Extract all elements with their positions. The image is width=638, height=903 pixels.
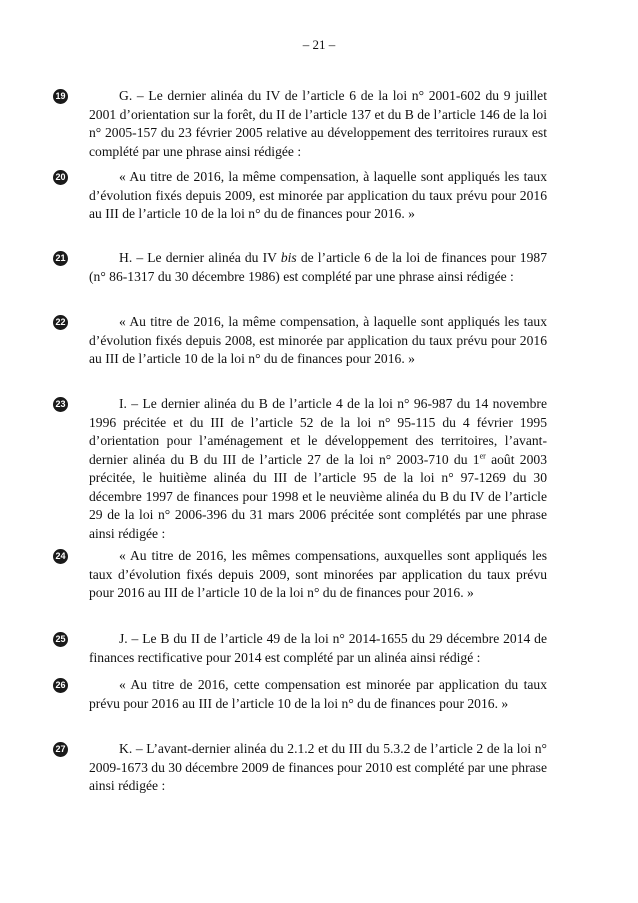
paragraph-19: G. – Le dernier alinéa du IV de l’article 6 de la loi n° 2001-602 du 9 juillet 2001 d’orientation sur la forêt, du II de l’article 137 et du B de l’article 146 de la loi n° 2005-157 du 23 février 2005 relative au développement des territoires ruraux est complété par une phrase ainsi rédigée :	[89, 88, 547, 159]
paragraph-marker-24: 24	[53, 549, 68, 564]
paragraph-23-text: I. – Le dernier alinéa du B de l’article 4 de la loi n° 96-987 du 14 novembre 1996 précitée et du III de l’article 52 de la loi n° 95-115 du 4 février 1995 d’orientation pour l’aménagement et le développement des territoires, l’avant-dernier alinéa du B du III de l’article 27 de la loi n° 2003-710 du 1	[89, 396, 547, 467]
paragraph-23-superscript: er	[479, 450, 486, 460]
paragraph-22: « Au titre de 2016, la même compensation, à laquelle sont appliqués les taux d’évolution fixés depuis 2008, est minorée par application du taux prévu pour 2016 au III de l’article 10 de la loi n° du de finances pour 2016. »	[89, 314, 547, 366]
paragraph-24: « Au titre de 2016, les mêmes compensations, auxquelles sont appliqués les taux d’évolution fixés depuis 2009, sont minorées par application du taux prévu pour 2016 au III de l’article 10 de la loi n° du de finances pour 2016. »	[89, 548, 547, 600]
paragraph-23	[89, 395, 547, 543]
paragraph-marker-23: 23	[53, 397, 68, 412]
paragraph-25: J. – Le B du II de l’article 49 de la loi n° 2014-1655 du 29 décembre 2014 de finances rectificative pour 2014 est complété par un alinéa ainsi rédigé :	[89, 631, 547, 665]
paragraph-marker-25: 25	[53, 632, 68, 647]
paragraph-marker-27: 27	[53, 742, 68, 757]
paragraph-21	[89, 249, 547, 286]
paragraph-marker-20: 20	[53, 170, 68, 185]
paragraph-20: « Au titre de 2016, la même compensation, à laquelle sont appliqués les taux d’évolution fixés depuis 2009, est minorée par application du taux prévu pour 2016 au III de l’article 10 de la loi n° du de finances pour 2016. »	[89, 169, 547, 221]
paragraph-marker-19: 19	[53, 89, 68, 104]
paragraph-21-italic: bis	[280, 250, 297, 265]
page-number: – 21 –	[302, 37, 336, 52]
paragraph-21-text-after: de l’article 6 de la loi de finances pour 1987 (n° 86-1317 du 30 décembre 1986) est complété par une phrase ainsi rédigée :	[89, 250, 547, 284]
paragraph-marker-21: 21	[53, 251, 68, 266]
paragraph-27: K. – L’avant-dernier alinéa du 2.1.2 et du III du 5.3.2 de l’article 2 de la loi n° 2009-1673 du 30 décembre 2009 de finances pour 2010 est complété par une phrase ainsi rédigée :	[89, 741, 547, 793]
paragraph-23-text-after: août 2003 précitée, le huitième alinéa du III de l’article 95 de la loi n° 97-1269 du 30 décembre 1997 de finances pour 1998 et le neuvième alinéa du B du IV de l’article 29 de la loi n° 2006-396 du 31 mars 2006 précitée sont complétés par une phrase ainsi rédigée :	[89, 451, 547, 541]
paragraph-21-text: H. – Le dernier alinéa du IV	[119, 250, 281, 265]
paragraph-26: « Au titre de 2016, cette compensation est minorée par application du taux prévu pour 2016 au III de l’article 10 de la loi n° du de finances pour 2016. »	[89, 677, 547, 711]
paragraph-marker-26: 26	[53, 678, 68, 693]
paragraph-marker-22: 22	[53, 315, 68, 330]
